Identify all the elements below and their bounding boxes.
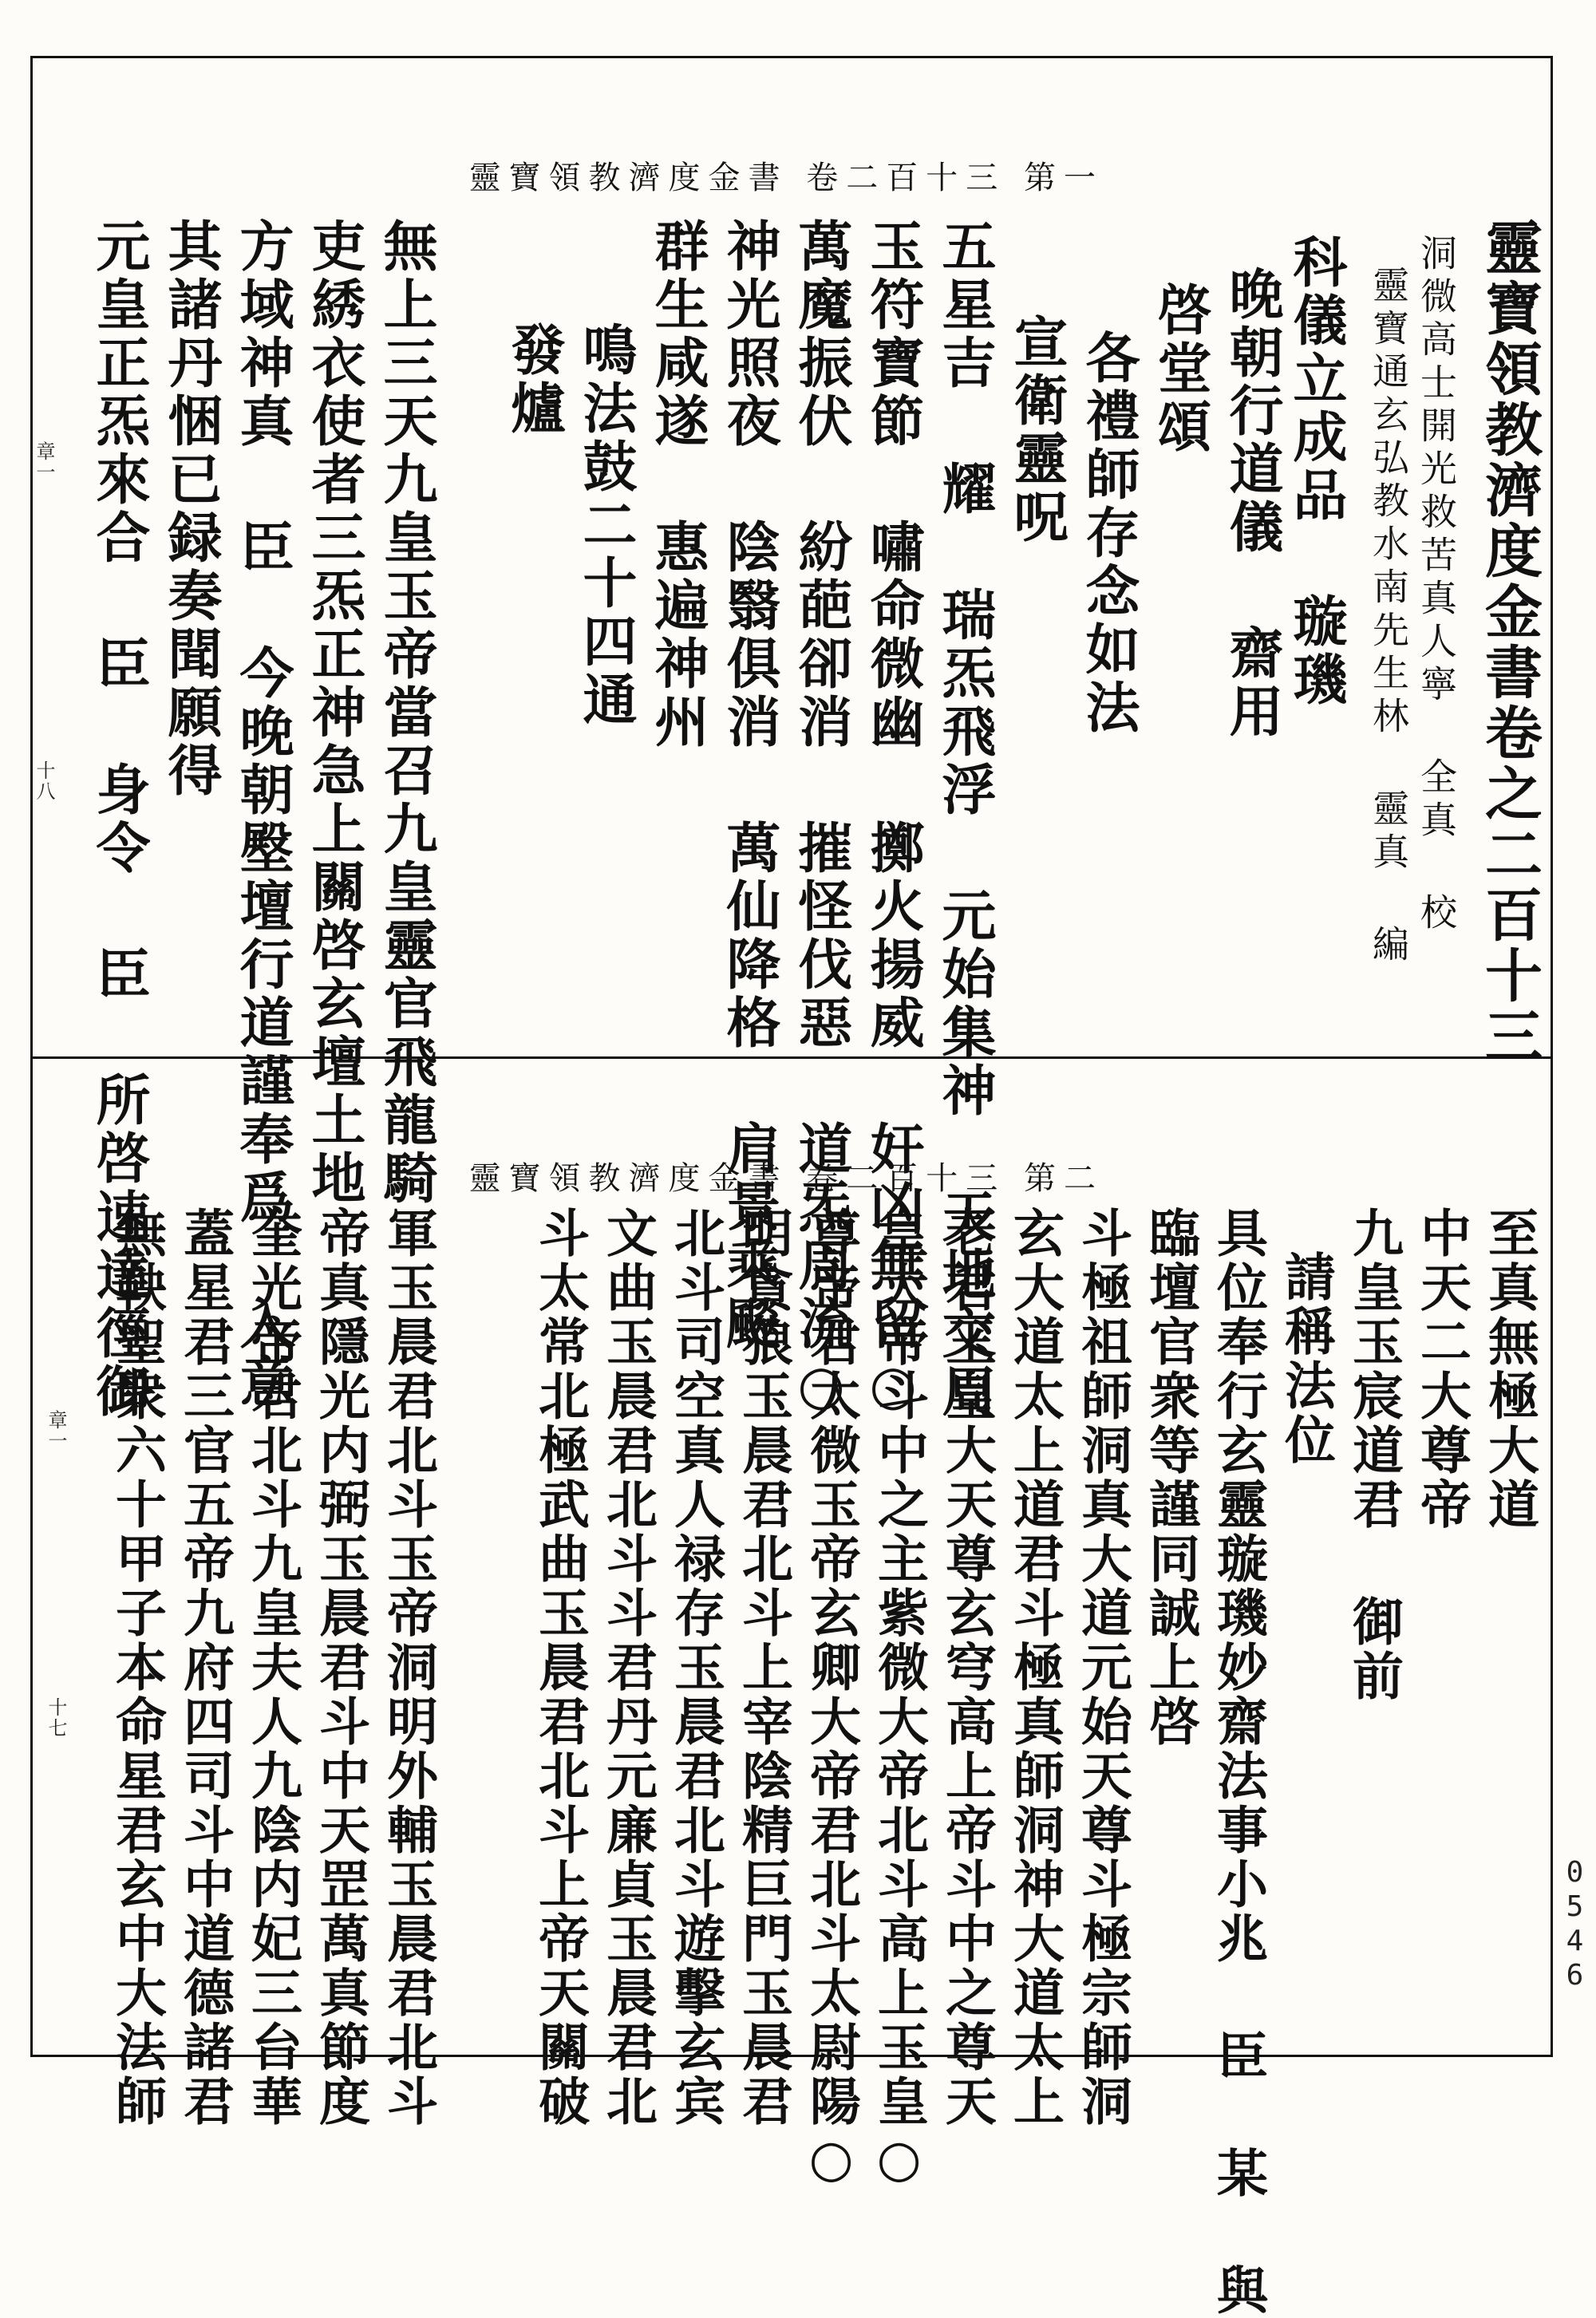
text-column: 吏綉衣使者三炁正神急上關啓玄壇土地	[302, 218, 366, 1208]
text-column: 鳴法鼓二十四通	[574, 322, 638, 729]
section-heading: 科儀立成品 璇璣	[1284, 234, 1348, 709]
text-column: 臨壇官衆等謹同誠上啓	[1140, 1206, 1200, 1749]
text-column: 明貪狼玉晨君北斗上宰陰精巨門玉晨君	[733, 1206, 793, 2129]
text-column: 無鞅聖衆六十甲子本命星君玄中大法師	[107, 1206, 167, 2129]
text-column: 至真無極大道	[1479, 1206, 1539, 1532]
text-column: 玄大道太上道君斗極真師洞神大道太上	[1005, 1206, 1065, 2129]
text-column: 尊帝君太微玉帝玄卿大帝君北斗太尉陽○	[801, 1206, 861, 2192]
text-column: 九皇玉宸道君 御前	[1344, 1206, 1404, 1704]
lower-leaf	[33, 1059, 1551, 2318]
text-column: 五星吉 耀 瑞炁飛浮 元始集神 天地交周	[933, 218, 997, 1421]
text-column: 各禮師存念如法	[1077, 330, 1140, 737]
text-column: 群生咸遂 惠遍神州	[646, 218, 709, 752]
text-column: 蓋星君三官五帝九府四司斗中道德諸君	[175, 1206, 235, 2129]
text-column: 軍玉晨君北斗玉帝洞明外輔玉晨君北斗	[378, 1206, 438, 2129]
text-column: 帝真隱光内弼玉晨君斗中天罡萬真節度	[310, 1206, 370, 2129]
text-column: 中天二大尊帝	[1412, 1206, 1472, 1532]
text-column: 方域神真 臣 今晚朝壂壇行道謹奉爲 入意	[231, 218, 294, 1412]
text-column: 具位奉行玄靈璇璣妙齋法事小兆 臣 某 與	[1208, 1206, 1268, 2318]
text-column: 皇大帝斗中之主紫微大帝北斗高上玉皇○	[869, 1206, 929, 2192]
running-header: 靈寶領教濟度金書 卷二百十三 第二	[468, 1160, 1104, 1197]
text-column: 北斗司空真人禄存玉晨君北斗遊擊玄宾	[666, 1206, 725, 2129]
text-column: 啓堂頌	[1148, 282, 1212, 456]
leaf-mark: 章一	[45, 1410, 67, 1451]
text-column: 請稱法位	[1276, 1250, 1336, 1467]
leaf-mark: 十七	[45, 1697, 67, 1739]
compiler-line: 靈寶通玄弘教水南先生林 靈真 編	[1367, 266, 1410, 968]
text-column: 文曲玉晨君北斗斗君丹元廉貞玉晨君北	[598, 1206, 658, 2129]
leaf-mark: 十八	[33, 760, 55, 802]
running-header: 靈寶領教濟度金書 卷二百十三 第一	[468, 160, 1104, 196]
text-column: 神光照夜 陰翳俱消 萬仙降格 肩景乘飈	[717, 218, 781, 1353]
text-column: 玉符寶節 嘯命微幽 擲火揚威 奸凶無留○	[861, 218, 925, 1421]
text-column: 斗太常北極武曲玉晨君北斗上帝天關破	[530, 1206, 590, 2129]
text-column: 萬魔振伏 紛葩卻消 摧怪伐惡 道炁周流○	[789, 218, 853, 1421]
text-column: 發爐	[502, 322, 566, 438]
text-column: 無上三天九皇玉帝當召九皇靈官飛龍騎	[374, 218, 438, 1208]
section-heading: 晚朝行道儀 齋用	[1220, 266, 1284, 741]
text-column: 其諸丹悃已録奏聞願得	[159, 218, 223, 800]
text-column: 斗極祖師洞真大道元始天尊斗極宗師洞	[1073, 1206, 1132, 2129]
page-frame	[30, 56, 1553, 2318]
text-column: 老君玉皇大天尊玄穹高上帝斗中之尊天	[937, 1206, 997, 2129]
page-number: 0546	[1558, 1856, 1591, 1993]
text-column: 奎光帝君北斗九皇夫人九陰内妃三台華	[243, 1206, 302, 2129]
editor-line: 洞微高士開光救苦真人寧 全真 校	[1415, 234, 1458, 936]
scroll-title: 靈寶領教濟度金書卷之二百十三	[1476, 218, 1543, 1067]
text-column: 宣衛靈呪	[1005, 314, 1069, 547]
leaf-mark: 章一	[33, 441, 55, 483]
text-column: 元皇正炁來合 臣 身令 臣 所啓速達徑御	[87, 218, 151, 1421]
